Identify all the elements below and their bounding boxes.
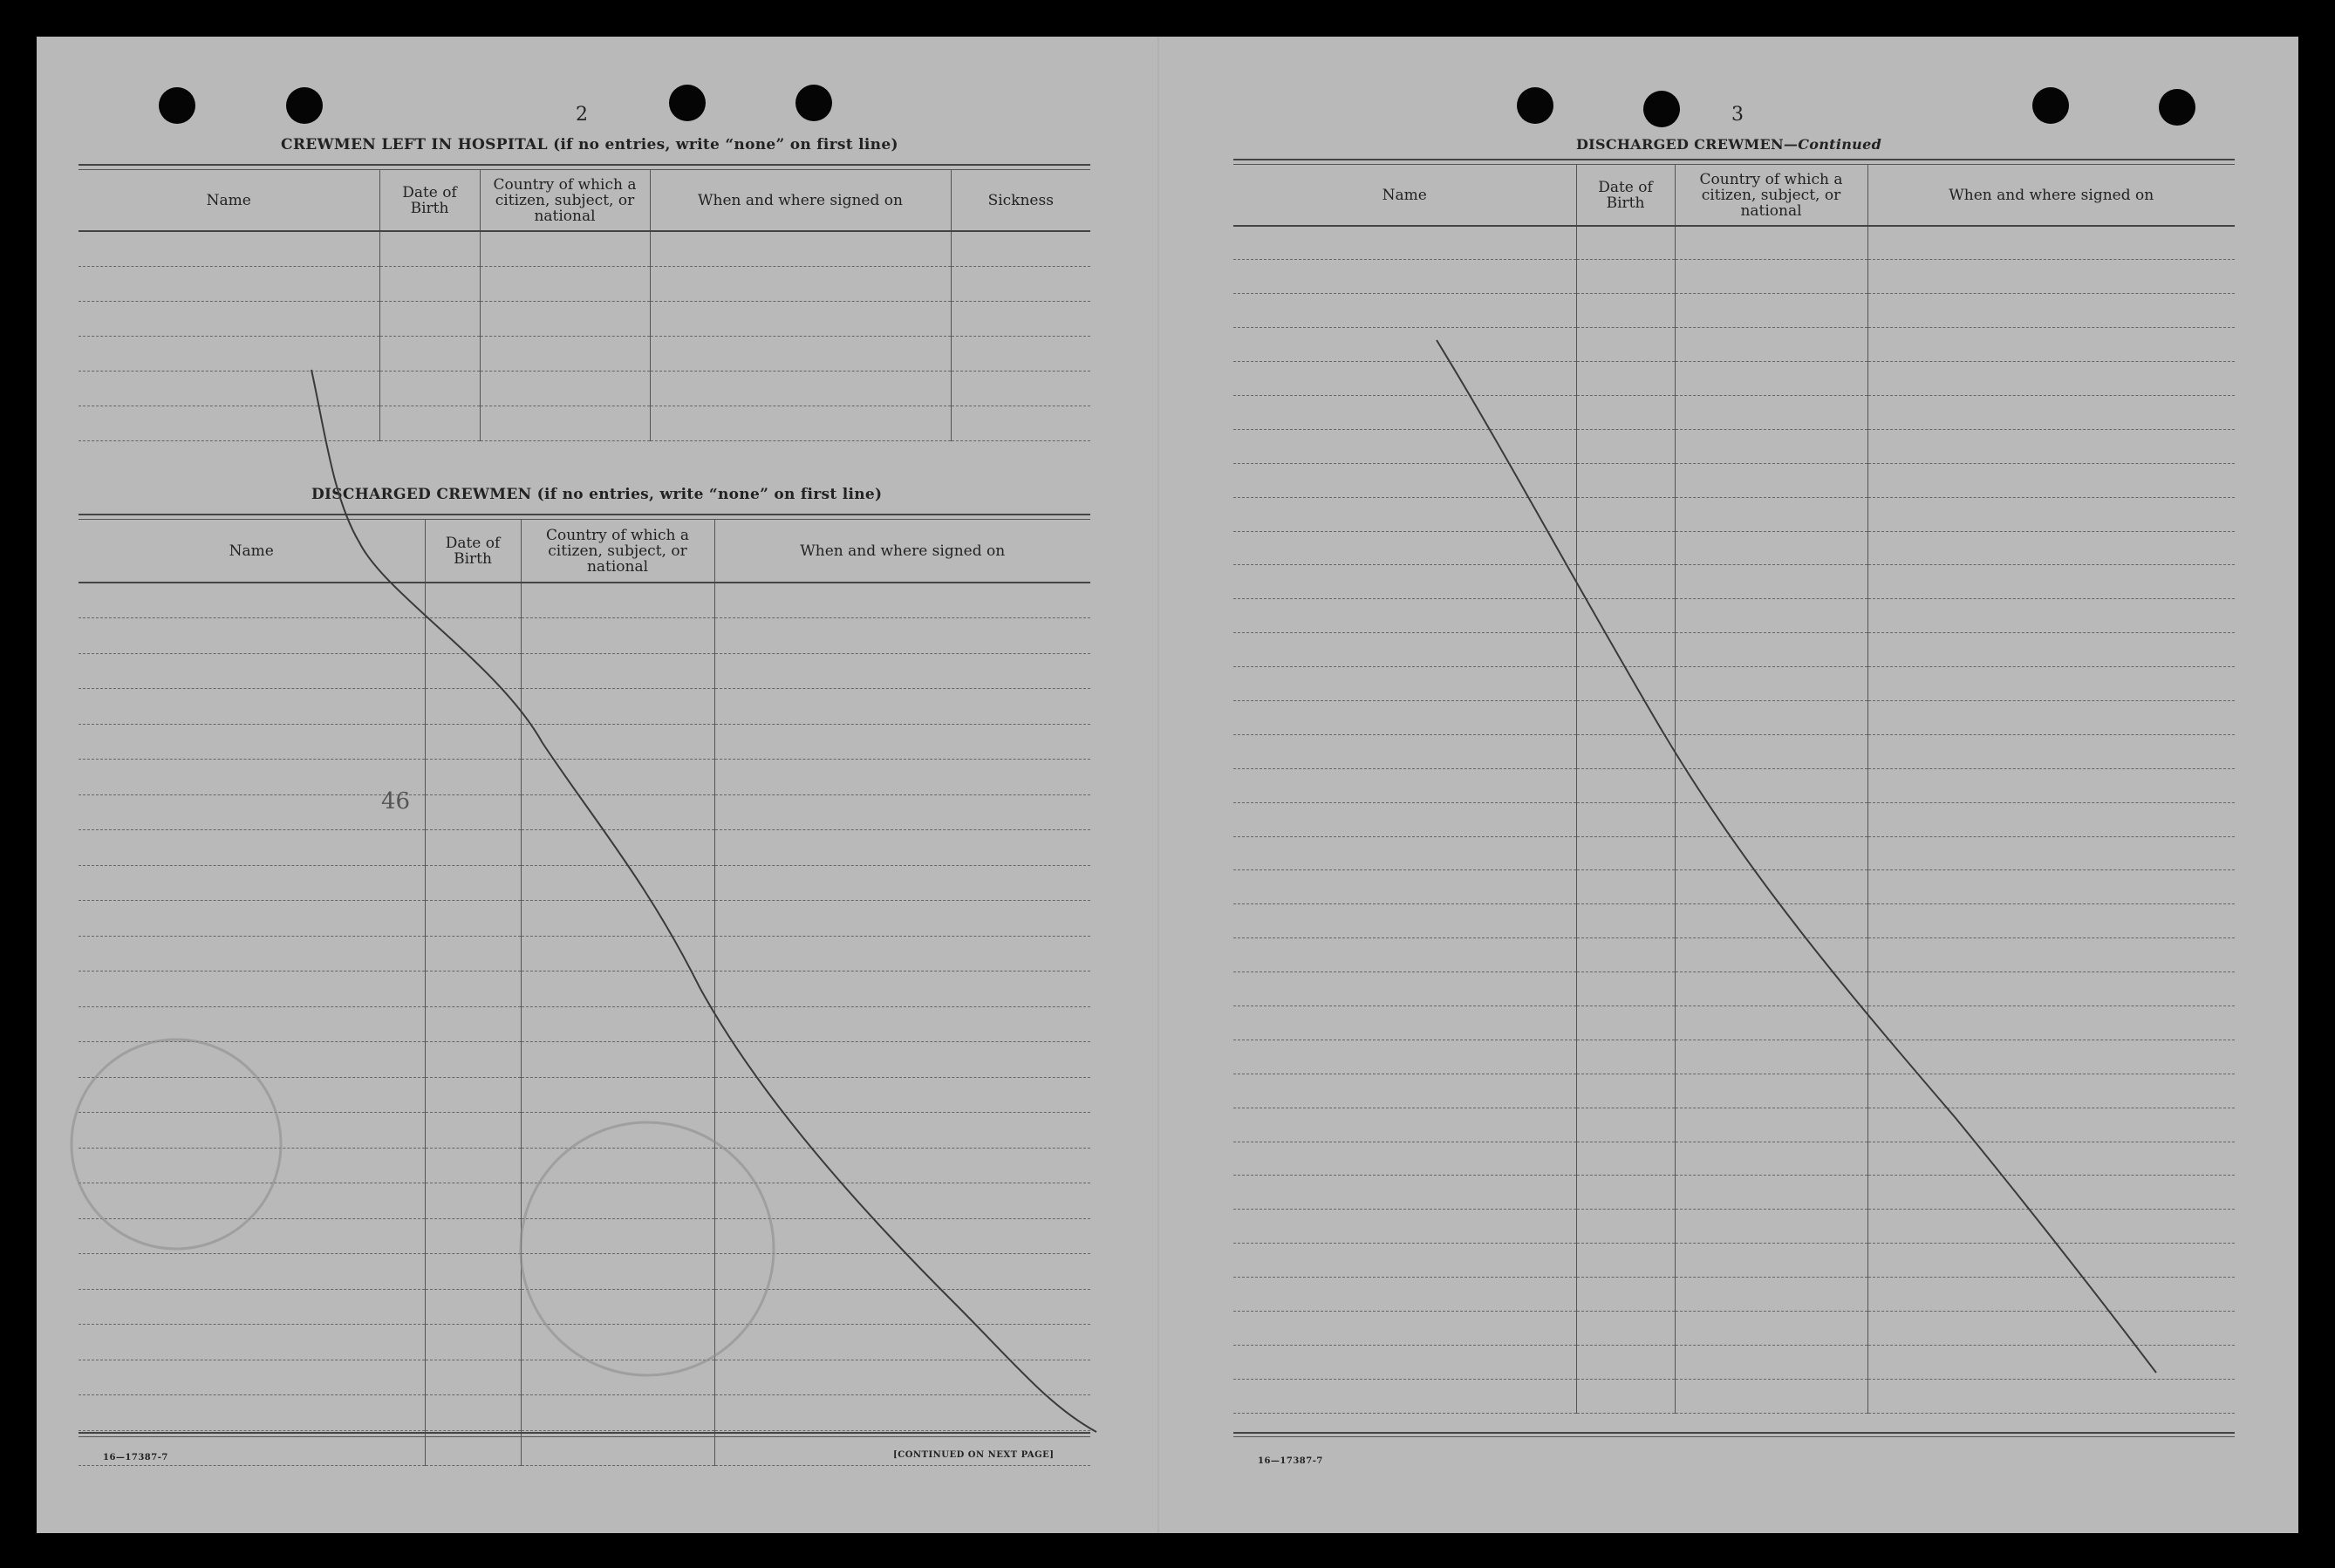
column-header-date-of-birth: Date of Birth	[1576, 165, 1675, 226]
page-number: 2	[576, 104, 588, 126]
column-header-name: Name	[1233, 165, 1576, 226]
column-header-signed-on: When and where signed on	[1867, 165, 2235, 226]
column-header-sickness: Sickness	[951, 170, 1090, 231]
column-header-country: Country of which a citizen, subject, or national	[1675, 165, 1867, 226]
column-header-country: Country of which a citizen, subject, or national	[521, 520, 714, 583]
discharged-title-bold: DISCHARGED CREWMEN	[311, 486, 532, 503]
stray-mark: 46	[381, 788, 411, 815]
page-number: 3	[1731, 104, 1744, 126]
column-header-name: Name	[79, 520, 425, 583]
column-header-country: Country of which a citizen, subject, or national	[480, 170, 650, 231]
form-number: 16—17387-7	[103, 1453, 168, 1462]
hospital-title-bold: CREWMEN LEFT IN HOSPITAL	[281, 136, 548, 153]
form-number: 16—17387-7	[1258, 1456, 1323, 1466]
continued-label: —Continued	[1783, 136, 1882, 153]
column-header-signed-on: When and where signed on	[714, 520, 1090, 583]
column-header-date-of-birth: Date of Birth	[379, 170, 480, 231]
form-sheet	[37, 37, 2298, 1533]
cancellation-line-right	[1437, 340, 2156, 1373]
column-header-date-of-birth: Date of Birth	[425, 520, 521, 583]
discharged-title-note: (if no entries, write “none” on first line)	[536, 486, 883, 503]
hospital-title-note: (if no entries, write “none” on first line)	[553, 136, 898, 153]
continued-note: [CONTINUED ON NEXT PAGE]	[893, 1450, 1055, 1460]
column-header-signed-on: When and where signed on	[650, 170, 951, 231]
discharged-title-bold: DISCHARGED CREWMEN	[1576, 136, 1784, 153]
faded-stamp	[72, 1040, 774, 1375]
column-header-name: Name	[79, 170, 379, 231]
cancellation-strokes	[37, 37, 2298, 1533]
cancellation-line-left	[311, 370, 1096, 1432]
